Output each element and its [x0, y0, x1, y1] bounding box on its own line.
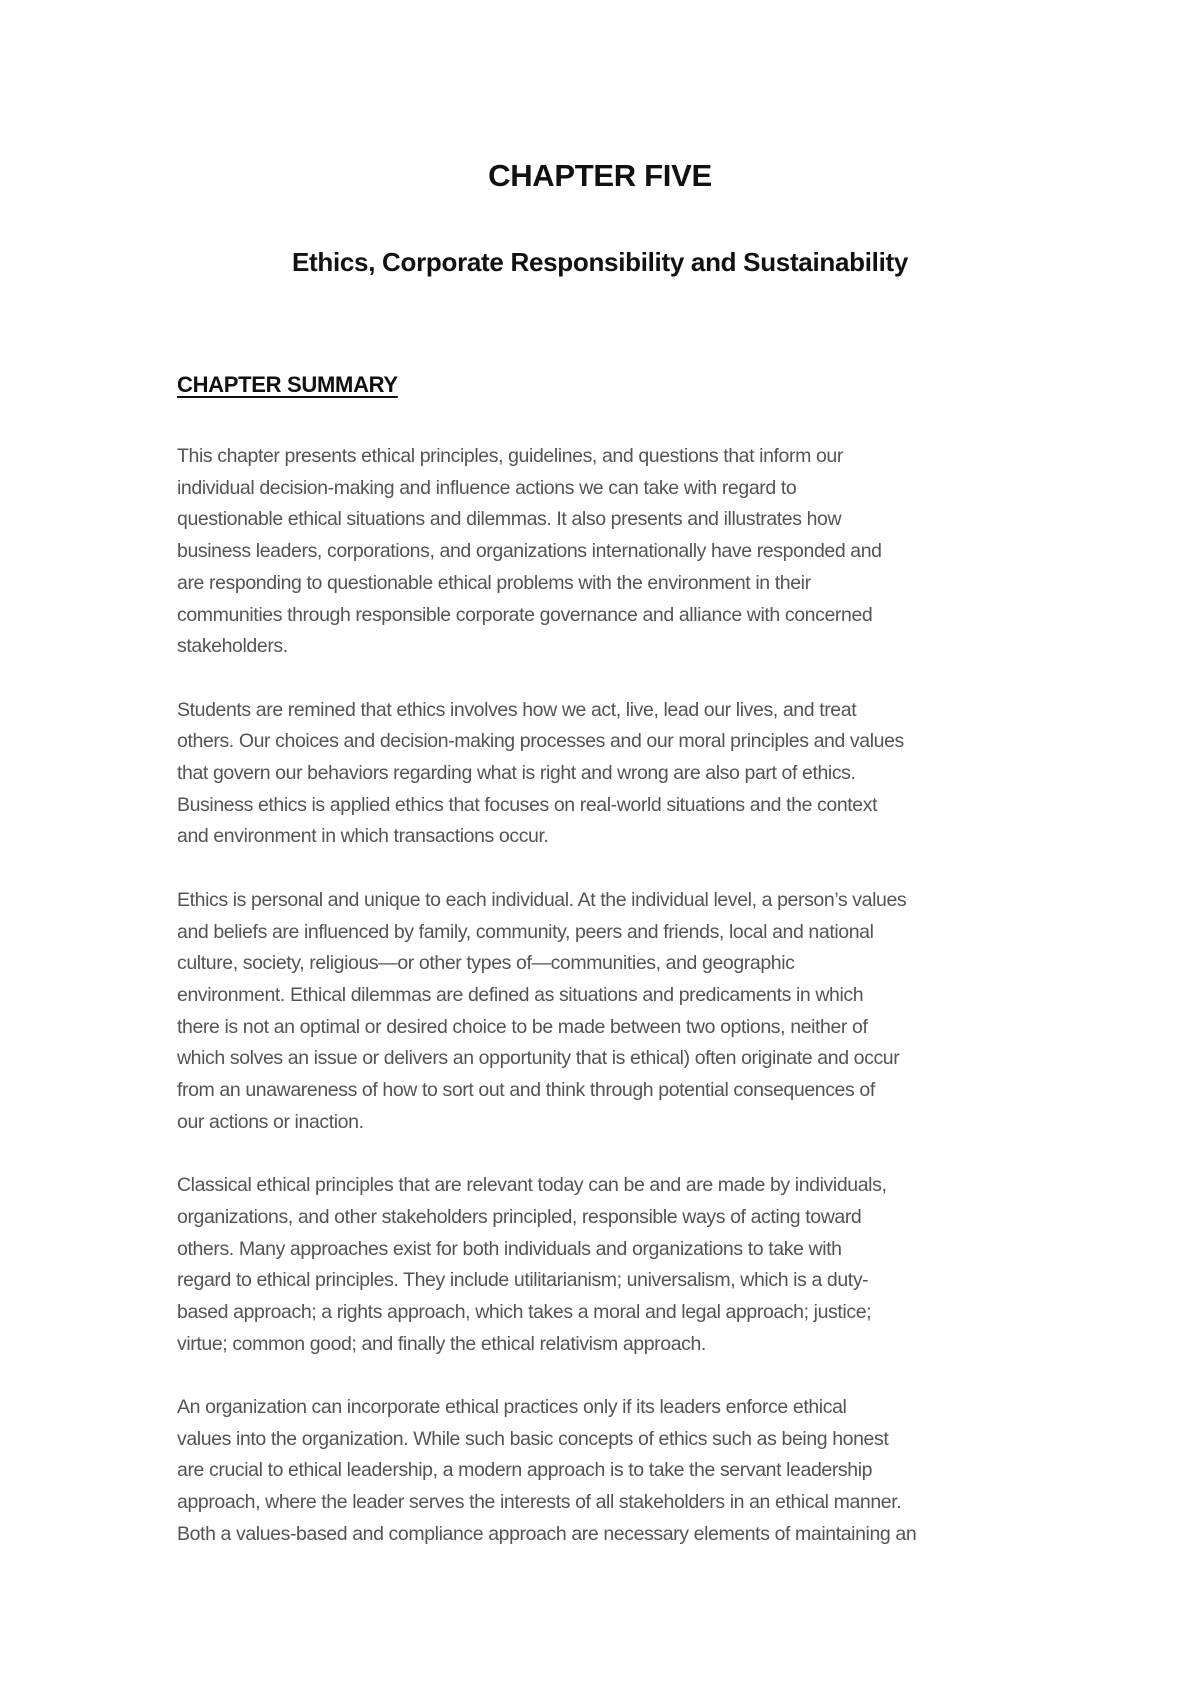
paragraph	[177, 695, 1037, 854]
text-line: Both a values-based and compliance approach are necessary elements of maintaining an	[177, 1522, 917, 1545]
text-line: organizations, and other stakeholders principled, responsible ways of acting toward	[177, 1205, 862, 1228]
text-line: and beliefs are influenced by family, community, peers and friends, local and national	[177, 920, 874, 943]
paragraph	[177, 1392, 1037, 1551]
text-line: communities through responsible corporate governance and alliance with concerned	[177, 603, 873, 626]
text-line: questionable ethical situations and dilemmas. It also presents and illustrates how	[177, 508, 842, 531]
text-line: An organization can incorporate ethical practices only if its leaders enforce ethical	[177, 1396, 847, 1419]
text-line: Business ethics is applied ethics that focuses on real-world situations and the context	[177, 793, 878, 816]
text-line: from an unawareness of how to sort out and think through potential consequences of	[177, 1079, 875, 1102]
text-line: environment. Ethical dilemmas are defined as situations and predicaments in which	[177, 983, 864, 1006]
text-line: others. Our choices and decision-making processes and our moral principles and values	[177, 730, 904, 753]
text-line: virtue; common good; and finally the ethical relativism approach.	[177, 1332, 706, 1355]
section-heading: CHAPTER SUMMARY	[177, 372, 398, 397]
text-line: stakeholders.	[177, 635, 288, 658]
paragraph	[177, 441, 1037, 663]
text-line: others. Many approaches exist for both individuals and organizations to take with	[177, 1237, 842, 1260]
text-line: there is not an optimal or desired choice to be made between two options, neither of	[177, 1015, 868, 1038]
text-line: are crucial to ethical leadership, a modern approach is to take the servant leadership	[177, 1459, 873, 1482]
text-line: Students are remined that ethics involves how we act, live, lead our lives, and treat	[177, 698, 857, 721]
chapter-subtitle: Ethics, Corporate Responsibility and Sustainability	[291, 247, 909, 277]
paragraph	[177, 885, 1037, 1139]
text-line: are responding to questionable ethical problems with the environment in their	[177, 571, 811, 594]
text-line: values into the organization. While such basic concepts of ethics such as being honest	[177, 1427, 889, 1450]
text-line: This chapter presents ethical principles, guidelines, and questions that inform our	[177, 445, 843, 467]
text-line: business leaders, corporations, and organizations internationally have responded and	[177, 540, 882, 563]
text-line: which solves an issue or delivers an opportunity that is ethical) often originate and occur	[177, 1047, 900, 1070]
text-line: Classical ethical principles that are relevant today can be and are made by individuals,	[177, 1174, 887, 1197]
summary-body	[177, 441, 1037, 1582]
text-line: and environment in which transactions occur.	[177, 825, 549, 848]
text-line: Ethics is personal and unique to each individual. At the individual level, a person’s values	[177, 888, 907, 911]
text-line: individual decision-making and influence actions we can take with regard to	[177, 476, 797, 499]
chapter-title: CHAPTER FIVE	[488, 158, 712, 193]
text-line: that govern our behaviors regarding what is right and wrong are also part of ethics.	[177, 762, 856, 785]
text-line: approach, where the leader serves the interests of all stakeholders in an ethical manner.	[177, 1491, 902, 1514]
text-line: based approach; a rights approach, which takes a moral and legal approach; justice;	[177, 1300, 872, 1323]
text-line: our actions or inaction.	[177, 1110, 364, 1133]
text-line: culture, society, religious—or other types of—communities, and geographic	[177, 952, 795, 975]
paragraph	[177, 1170, 1037, 1360]
text-line: regard to ethical principles. They include utilitarianism; universalism, which is a duty-	[177, 1269, 869, 1292]
